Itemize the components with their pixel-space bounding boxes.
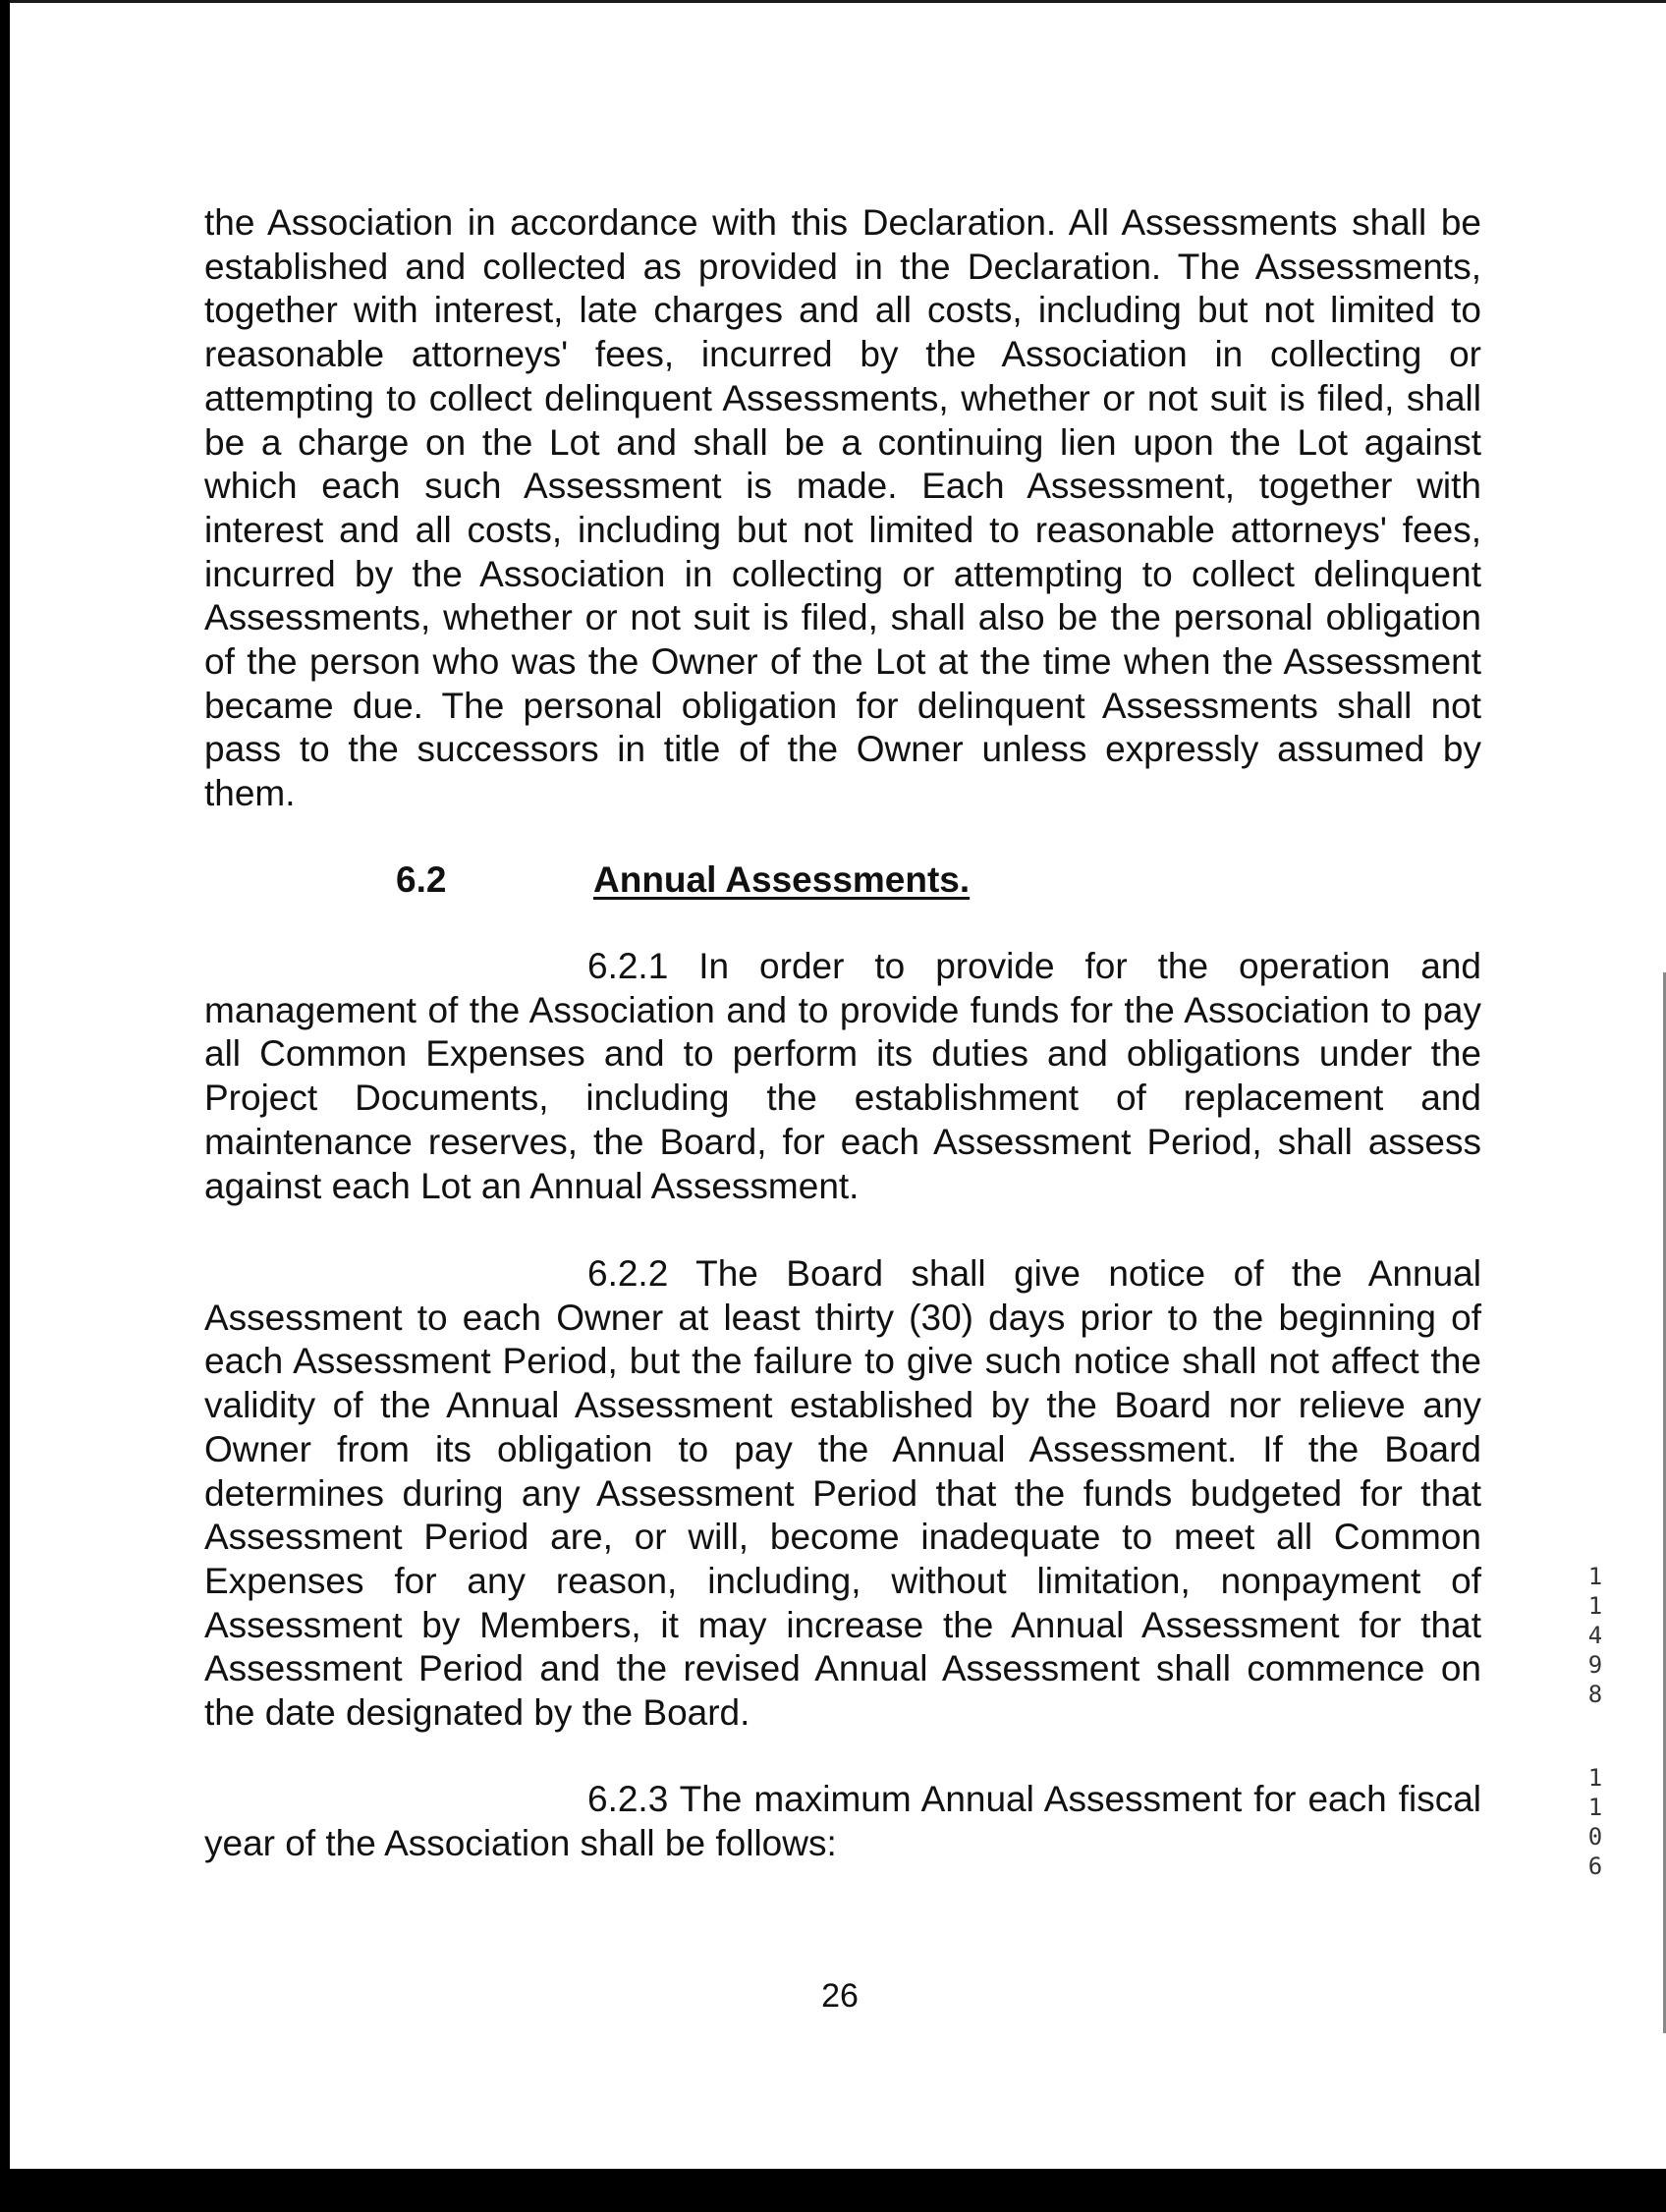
stamp-digit: 0 [1587,1823,1603,1851]
stamp-digit: 1 [1587,1794,1603,1821]
stamp-digit: 4 [1587,1622,1603,1649]
paragraph-6-2-3: 6.2.3 The maximum Annual Assessment for each fiscal year of the Association shall be follows: [204,1779,1481,1863]
scan-edge [10,0,1666,3]
stamp-digit: 9 [1587,1651,1603,1679]
section-number: 6.2 [396,859,447,900]
stamp-digit: 6 [1587,1853,1603,1880]
page-number: 26 [821,1977,859,2015]
stamp-digit: 1 [1587,1764,1603,1792]
paragraph-assessments-lien: the Association in accordance with this Declaration. All Assessments shall be established and collected as provided in the Declaration. The Assessments, together with interest, late charges and all costs, including but not limited to reasonable attorneys' fees, incurred by the Association in collecting or attempting to collect delinquent Assessments, whether or not suit is filed, shall be a charge on the Lot and shall be a continuing lien upon the Lot against which each such Assessment is made. Each Assessment, together with interest and all costs, including but not limited to reasonable attorneys' fees, incurred by the Association in collecting or attempting to collect delinquent Assessments, whether or not suit is filed, shall also be the personal obligation of the person who was the Owner of the Lot at the time when the Assessment became due. The personal obligation for delinquent Assessments shall not pass to the successors in title of the Owner unless expressly assumed by them. [204,202,1481,814]
paragraph-6-2-2: 6.2.2 The Board shall give notice of the Annual Assessment to each Owner at least thirty (30) days prior to the beginning of each Assessment Period, but the failure to give such notice shall not affect the validity of the Annual Assessment established by the Board nor relieve any Owner from its obligation to pay the Annual Assessment. If the Board determines during any Assessment Period that the funds budgeted for that Assessment Period are, or will, become inadequate to meet all Common Expenses for any reason, including, without limitation, nonpayment of Assessment by Members, it may increase the Annual Assessment for that Assessment Period and the revised Annual Assessment shall commence on the date designated by the Board. [204,1253,1481,1734]
side-stamp-lower [1578,1763,1613,1881]
paragraph-6-2-1: 6.2.1 In order to provide for the operation and management of the Association and to provide funds for the Association to pay all Common Expenses and to perform its duties and obligations under the Project Documents, including the establishment of replacement and maintenance reserves, the Board, for each Assessment Period, shall assess against each Lot an Annual Assessment. [204,946,1481,1206]
side-stamp-upper [1578,1562,1613,1709]
stamp-digit: 1 [1587,1563,1603,1590]
document-page [10,0,1666,2169]
stamp-digit: 8 [1587,1681,1603,1708]
stamp-digit: 1 [1587,1592,1603,1620]
section-title: Annual Assessments. [593,859,971,900]
